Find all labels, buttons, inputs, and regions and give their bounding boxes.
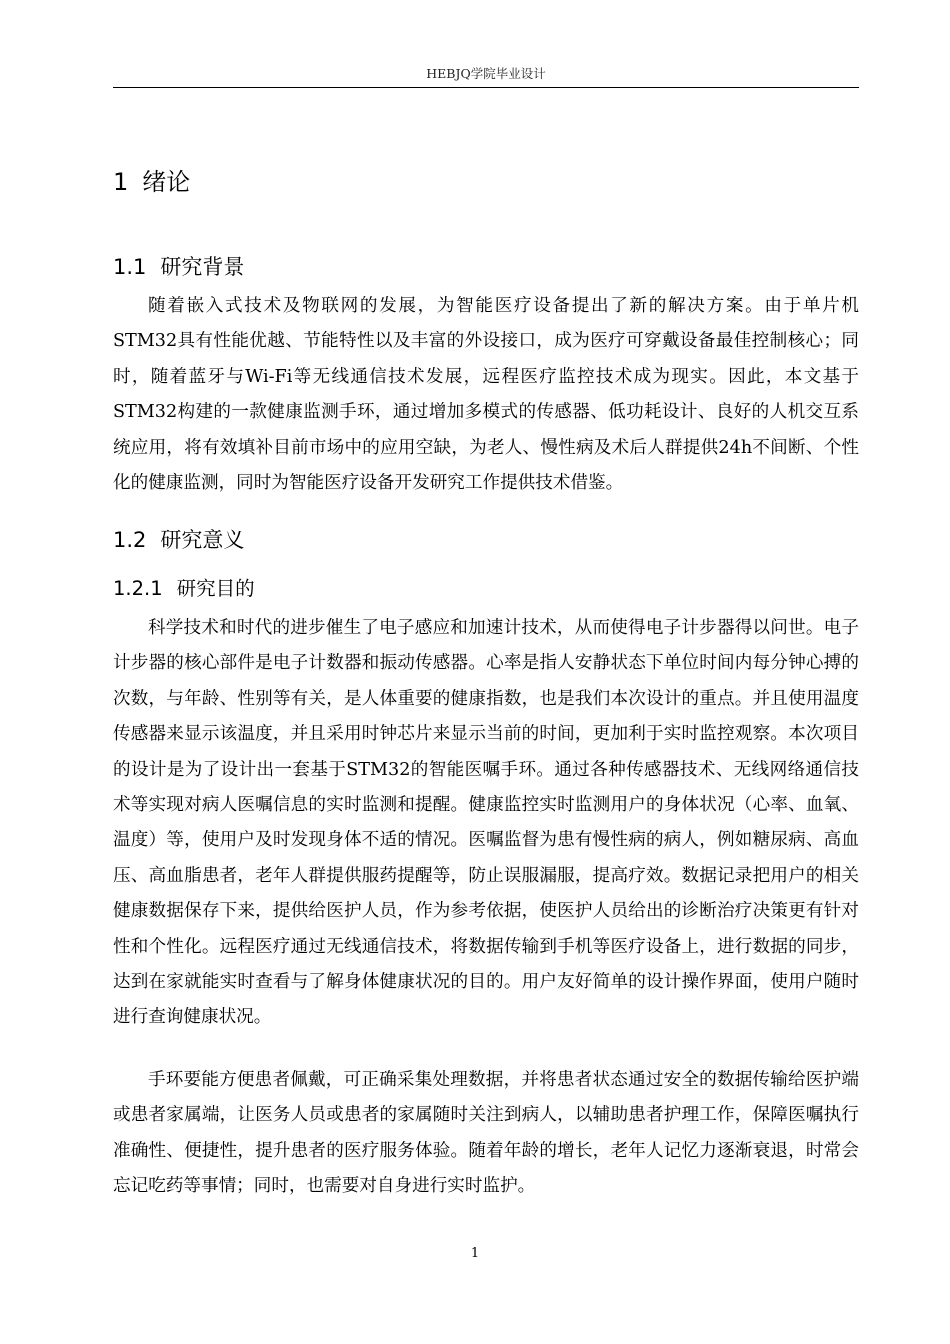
chapter-number: 1 — [113, 168, 129, 196]
body-paragraph: 科学技术和时代的进步催生了电子感应和加速计技术，从而使得电子计步器得以问世。电子计步器的核心部件是电子计数器和振动传感器。心率是指人安静状态下单位时间内每分钟心搏的次数，与年龄、性别等有关，是人体重要的健康指数，也是我们本次设计的重点。并且使用温度传感器来显示该温度，并且采用时钟芯片来显示当前的时间，更加利于实时监控观察。本次项目的设计是为了设计出一套基于STM32的智能医嘱手环。通过各种传感器技术、无线网络通信技术等实现对病人医嘱信息的实时监测和提醒。健康监控实时监测用户的身体状况（心率、血氧、温度）等，使用户及时发现身体不适的情况。医嘱监督为患有慢性病的病人，例如糖尿病、高血压、高血脂患者，老年人群提供服药提醒等，防止误服漏服，提高疗效。数据记录把用户的相关健康数据保存下来，提供给医护人员，作为参考依据，使医护人员给出的诊断治疗决策更有针对性和个性化。远程医疗通过无线通信技术，将数据传输到手机等医疗设备上，进行数据的同步，达到在家就能实时查看与了解身体健康状况的目的。用户友好简单的设计操作界面，使用户随时进行查询健康状况。 — [113, 618, 859, 1028]
subsection-heading-1-2-1 — [113, 573, 255, 601]
subsection-title: 研究目的 — [176, 577, 255, 600]
header-rule — [113, 87, 859, 88]
section-number: 1.1 — [113, 255, 147, 279]
section-heading-1-2 — [113, 524, 244, 554]
body-paragraph: 随着嵌入式技术及物联网的发展，为智能医疗设备提出了新的解决方案。由于单片机STM32具有性能优越、节能特性以及丰富的外设接口，成为医疗可穿戴设备最佳控制核心；同时，随着蓝牙与Wi-Fi等无线通信技术发展，远程医疗监控技术成为现实。因此，本文基于STM32构建的一款健康监测手环，通过增加多模式的传感器、低功耗设计、良好的人机交互系统应用，将有效填补目前市场中的应用空缺，为老人、慢性病及术后人群提供24h不间断、个性化的健康监测，同时为智能医疗设备开发研究工作提供技术借鉴。 — [113, 296, 859, 494]
body-paragraph: 手环要能方便患者佩戴，可正确采集处理数据，并将患者状态通过安全的数据传输给医护端或患者家属端，让医务人员或患者的家属随时关注到病人，以辅助患者护理工作，保障医嘱执行准确性、便捷性，提升患者的医疗服务体验。随着年龄的增长，老年人记忆力逐渐衰退，时常会忘记吃药等事情；同时，也需要对自身进行实时监护。 — [113, 1070, 859, 1197]
section-number: 1.2 — [113, 528, 147, 552]
running-header: HEBJQ学院毕业设计 — [426, 66, 546, 81]
chapter-heading — [113, 162, 190, 197]
section-heading-1-1 — [113, 251, 244, 281]
section-title: 研究背景 — [160, 255, 245, 279]
section-title: 研究意义 — [160, 528, 245, 552]
chapter-title: 绪论 — [142, 168, 191, 196]
subsection-number: 1.2.1 — [113, 577, 163, 600]
page-number: 1 — [470, 1246, 480, 1261]
